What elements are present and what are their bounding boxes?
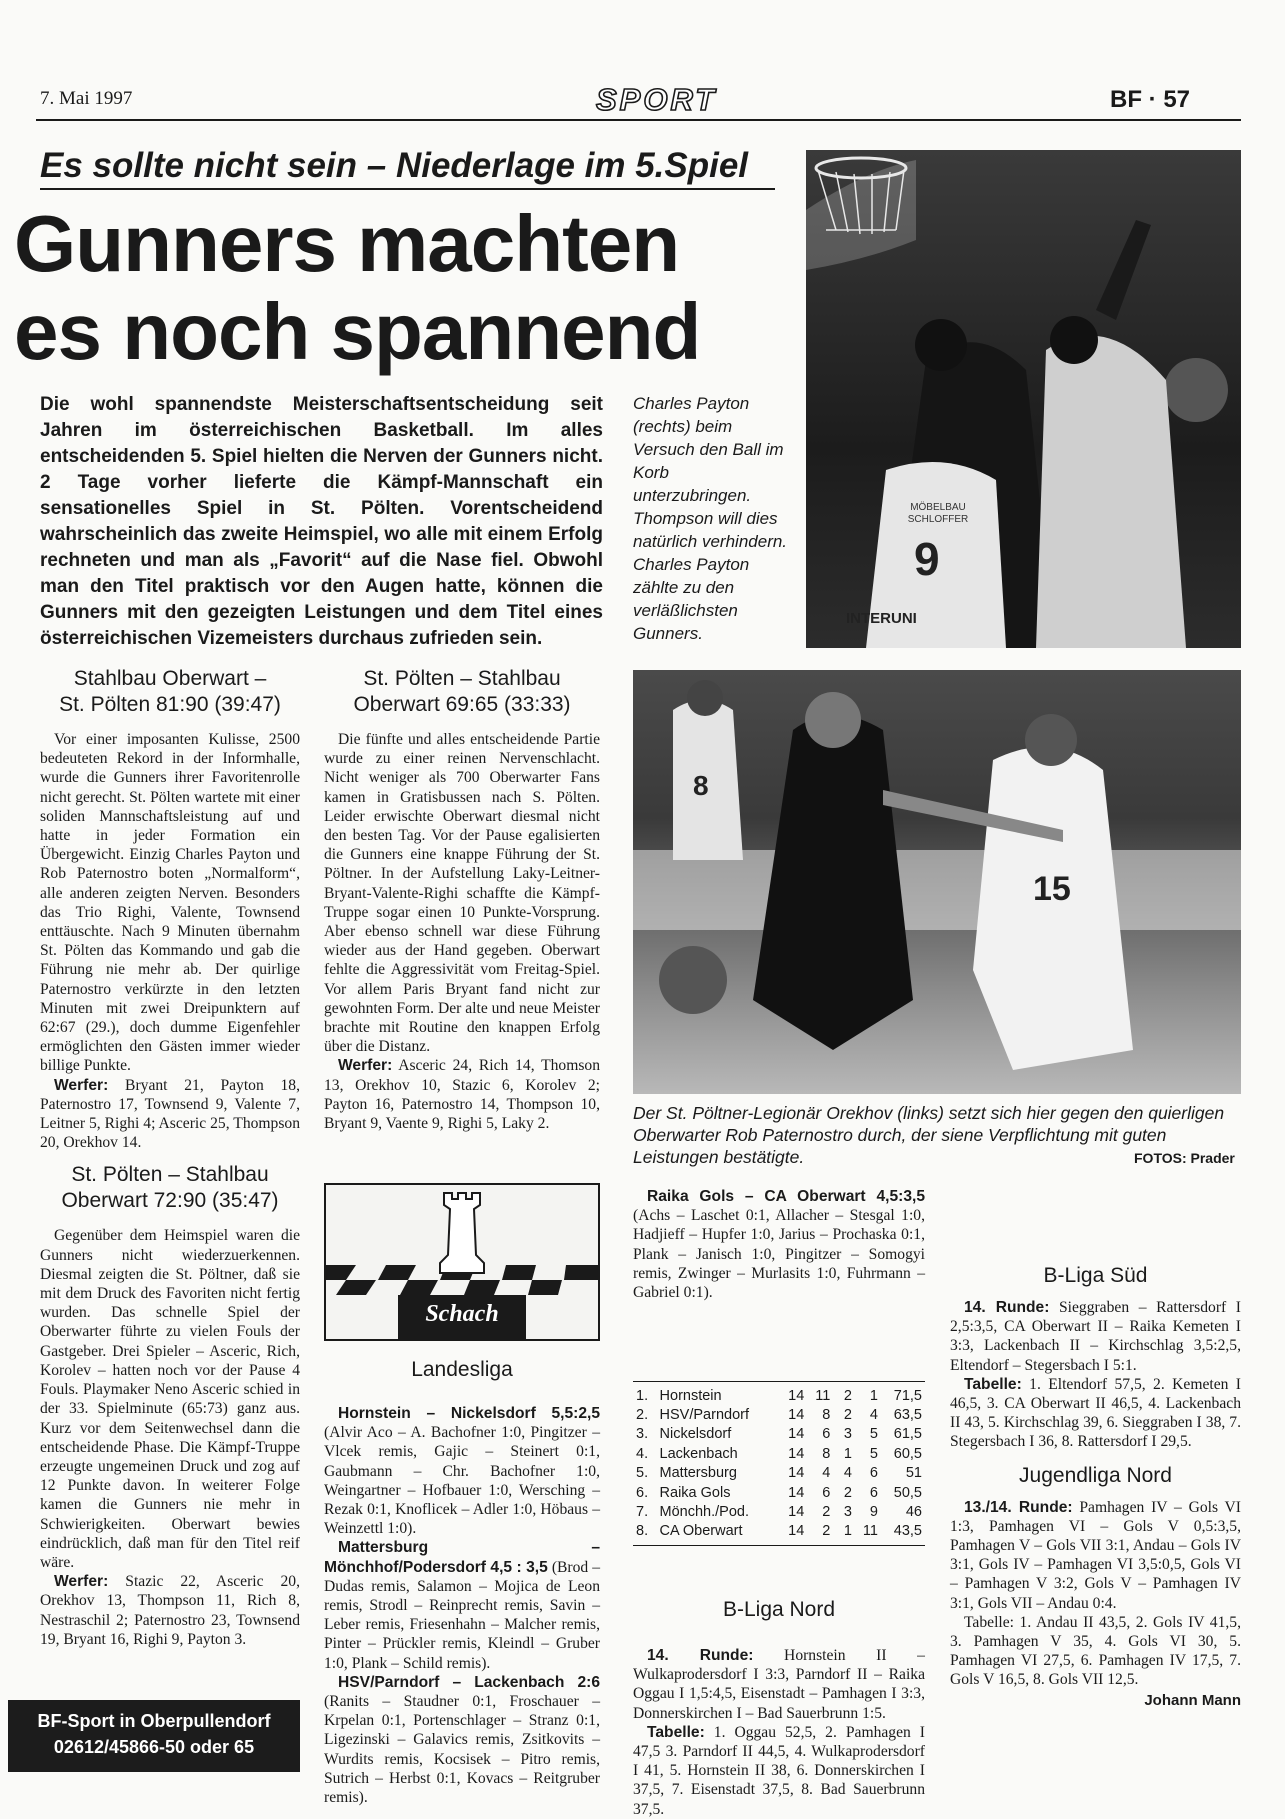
- header-rule: [36, 119, 1241, 121]
- standings-rows: [633, 1386, 925, 1541]
- game3-title-line1: St. Pölten – Stahlbau: [71, 1163, 269, 1187]
- bsued-heading: B-Liga Süd: [1043, 1264, 1148, 1287]
- chess-m3: (Ranits – Staudner 0:1, Froschauer – Krpelan 0:1, Portenschlager – Stranz 0:1, Ligezinski – Galavics remis, Zsitkovits – Wurdits remis, Kocsisek – Pitro remis, Sutrich – Herbst 0:1, Kovacs – Reitgruber remis).: [324, 1693, 600, 1807]
- standings-cell: 6: [822, 1426, 831, 1443]
- photo-credit: FOTOS: Prader: [1134, 1150, 1235, 1166]
- standings-cell: 11: [862, 1523, 878, 1540]
- landesliga-heading: Landesliga: [411, 1358, 513, 1381]
- bsued-table: 1. Eltendorf 57,5, 2. Kemeten I 46,5, 3. CA Oberwart II 46,5, 4. Lackenbach II 43, 5. Kirchschlag 39, 6. Sieggraben I 38, 7. Stegersbach I 36, 8. Rattersdorf I 29,5.: [950, 1375, 1241, 1451]
- standings-cell: 6: [869, 1465, 878, 1482]
- standings-cell: 71,5: [893, 1387, 922, 1404]
- standings-cell: 14: [788, 1426, 805, 1443]
- standings-table: [633, 1381, 925, 1546]
- chess-column-2: [324, 1404, 600, 1807]
- standings-row: [633, 1464, 925, 1483]
- photo-orekhov: [633, 670, 1241, 1094]
- game2-werfer-label: Werfer:: [338, 1057, 393, 1075]
- standings-cell: Nickelsdorf: [659, 1426, 732, 1443]
- photo-payton-caption: Charles Payton (rechts) beim Versuch den Ball im Korb unterzubringen. Thompson will dies natürlich verhindern. Charles Payton zählte zu den verläßlichsten Gunners.: [633, 394, 788, 643]
- jugend-heading: Jugendliga Nord: [1019, 1463, 1172, 1487]
- headline-line-1: Gunners machten: [14, 199, 680, 288]
- photo-orekhov-caption: Der St. Pöltner-Legionär Orekhov (links) setzt sich hier gegen den quierligen Oberwarter Rob Paternostro durch, der siene Verpflichtung mit guten Leistungen bestätigte.: [633, 1103, 1225, 1167]
- standings-cell: 51: [905, 1465, 922, 1482]
- game1-werfer-label: Werfer:: [54, 1076, 109, 1094]
- standings-cell: 8: [822, 1445, 831, 1462]
- standings-row: [633, 1386, 925, 1405]
- standings-row: [633, 1405, 925, 1424]
- section-title: SPORT: [596, 82, 718, 117]
- kicker-rule: [40, 188, 775, 190]
- page-number: BF · 57: [1110, 86, 1191, 113]
- standings-cell: HSV/Parndorf: [659, 1407, 749, 1424]
- standings-cell: Raika Gols: [659, 1484, 731, 1501]
- game1-werfer: Bryant 21, Payton 18, Paternostro 17, Townsend 9, Valente 7, Leitner 5, Righi 4; Asceric 25, Thompson 20, Orekhov 14.: [40, 1076, 300, 1152]
- lead-paragraph: Die wohl spannendste Meisterschaftsentscheidung seit Jahren im österreichischen Basketball. Im alles entscheidenden 5. Spiel hielten die Nerven der Gunners nicht. 2 Tage vorher lieferte die Kämpf-Mannschaft ein sensationelles Spiel in St. Pölten. Vorentscheidend wahrscheinlich das zweite Heimspiel, wo alle mit einem Erfolg rechneten und man als „Favorit“ auf die Nase fiel. Obwohl man den Titel praktisch vor den Augen hatte, können die Gunners mit den gezeigten Leistungen und dem Titel eines österreichischen Vizemeisters durchaus zufrieden sein.: [40, 394, 603, 649]
- standings-cell: 7.: [636, 1504, 649, 1521]
- bnord-heading: B-Liga Nord: [722, 1598, 836, 1621]
- standings-cell: 6: [822, 1484, 831, 1501]
- standings-cell: 4: [843, 1465, 852, 1482]
- standings-cell: 61,5: [893, 1426, 922, 1443]
- standings-cell: Hornstein: [659, 1387, 722, 1404]
- bnord-table-label: Tabelle:: [647, 1723, 705, 1741]
- game3-title-line2: Oberwart 72:90 (35:47): [61, 1189, 279, 1213]
- jugend-body: [950, 1498, 1241, 1690]
- standings-row: [633, 1425, 925, 1444]
- standings-cell: 46: [905, 1504, 922, 1521]
- standings-cell: 2: [822, 1523, 831, 1540]
- standings-row: [633, 1522, 925, 1541]
- chess-m4-title: Raika Gols – CA Oberwart 4,5:3,5: [647, 1188, 925, 1205]
- game2-text: Die fünfte und alles entscheidende Partie wurde zu einer reinen Nervenschlacht. Nicht weniger als 700 Oberwarter Fans kamen in Gratisbussen nach S. Pölten. Leider erwischte Oberwart diesmal nicht den besten Tag. Vor der Pause egalisierten die Gunners eine knappe Führung der St. Pöltner. In der Aufstellung Laky-Leitner-Bryant-Valente-Righi schaffte die Kämpf-Truppe sogar einen 10 Punkte-Vorsprung. Aber ebenso schnell war diese Führung wieder aus der Hand gegeben. Oberwart fehlte die Aggressivität vom Freitag-Spiel. Vor allem Paris Bryant fand nicht zur gewohnten Form. Der alte und neue Meister brachte mit Routine den knappen Erfolg über die Distanz.: [324, 731, 600, 1056]
- standings-cell: 8: [822, 1407, 831, 1424]
- standings-cell: 1.: [636, 1387, 649, 1404]
- standings-cell: 2: [822, 1504, 831, 1521]
- bsued-round-label: 14. Runde:: [964, 1299, 1050, 1316]
- chess-m1-title: Hornstein – Nickelsdorf 5,5:2,5: [338, 1405, 600, 1422]
- game3-werfer: Stazic 22, Asceric 20, Orekhov 13, Thompson 11, Rich 8, Nestraschil 2; Paternostro 23, Townsend 19, Bryant 16, Righi 9, Payton 3.: [40, 1573, 300, 1648]
- standings-cell: 6: [869, 1484, 878, 1501]
- standings-cell: 4: [822, 1465, 831, 1482]
- standings-cell: 4: [869, 1407, 878, 1424]
- standings-cell: 9: [869, 1504, 878, 1521]
- kicker: Es sollte nicht sein – Niederlage im 5.Spiel: [40, 146, 749, 185]
- standings-cell: 14: [788, 1407, 805, 1424]
- standings-cell: 43,5: [893, 1523, 922, 1540]
- photo-payton: [806, 150, 1241, 648]
- standings-cell: 2: [843, 1407, 852, 1424]
- photo-payton-illustration: [806, 150, 1241, 648]
- jersey-number-1: 9: [914, 533, 940, 585]
- standings-row: [633, 1502, 925, 1521]
- bnord-table: 1. Oggau 52,5, 2. Pamhagen I 47,5 3. Parndorf II 44,5, 4. Wulkaprodersdorf I 41, 5. Hornstein II 38, 6. Donnerskirchen I 37,5, 7. Eisenstadt 37,5, 8. Bad Sauerbrunn 37,5.: [633, 1723, 925, 1818]
- schach-logo: [324, 1183, 600, 1341]
- game2-title-line1: St. Pölten – Stahlbau: [363, 667, 561, 690]
- bsued-body: [950, 1298, 1241, 1452]
- jersey-number-left: 15: [1033, 870, 1071, 908]
- standings-cell: 14: [788, 1465, 805, 1482]
- game3-werfer-label: Werfer:: [54, 1573, 109, 1591]
- standings-cell: 14: [788, 1445, 805, 1462]
- jersey-sponsor-1: MÖBELBAU SCHLOFFER: [907, 502, 969, 525]
- standings-cell: 2: [843, 1484, 852, 1501]
- page-num: 57: [1163, 86, 1191, 113]
- standings-cell: 3: [843, 1426, 852, 1443]
- standings-cell: 5.: [636, 1465, 649, 1482]
- standings-cell: 14: [788, 1387, 805, 1404]
- standings-cell: 1: [843, 1445, 852, 1462]
- column-2: [324, 666, 600, 1133]
- game3-body: [40, 1226, 300, 1648]
- standings-cell: Lackenbach: [659, 1445, 738, 1462]
- contact-line1: BF-Sport in Oberpullendorf: [37, 1711, 271, 1731]
- game3-text: Gegenüber dem Heimspiel waren die Gunners nicht wiederzuerkennen. Diesmal zeigten die St. Pöltner, daß sie mit dem Druck des Favoriten nicht fertig wurden. Das schnelle Spiel der Oberwarter führte zu vielen Fouls der Gastgeber. Drei Spieler – Asceric, Rich, Korolev – hatten noch vor der Pause 4 Fouls. Playmaker Neno Asceric schied in der 33. Spielminute (65:73) ganz aus. Kurz vor dem Seitenwechsel dann die entscheidende Phase. Die Kämpf-Truppe erzeugte ungemeinen Druck und zog auf 12 Punkte davon. In weiterer Folge kamen die Gunners nie mehr in Schwierigkeiten. Oberwart bewies eindrücklich, daß man für den Titel reif wäre.: [40, 1227, 300, 1571]
- standings-cell: 2.: [636, 1407, 649, 1424]
- standings-cell: 5: [869, 1426, 878, 1443]
- standings-row: [633, 1444, 925, 1463]
- column-4: [950, 1264, 1241, 1709]
- game1-text: Vor einer imposanten Kulisse, 2500 bedeuteten Rekord in der Informhalle, wurde die Gunners ihrer Favoritenrolle nicht gerecht. St. Pölten wartete mit einer soliden Mannschaftsleistung auf und hatte in jeder Formation ein Übergewicht. Einzig Charles Payton und Rob Paternostro boten „Normalform“, alle anderen zeigten Nerven. Besonders das Trio Righi, Valente, Townsend enttäuschte. Nach 9 Minuten übernahm St. Pölten das Kommando und gab die Führung nie mehr ab. Der quirlige Paternostro verkürzte in den letzten Minuten mit zwei Dreipunktern auf 62:67 (29.), doch dumme Eigenfehler ermöglichten den Gästen immer wieder billige Punkte.: [40, 731, 300, 1075]
- chess-m4: (Achs – Laschet 0:1, Allacher – Stesgal 1:0, Hadjieff – Hupfer 1:0, Jarius – Prochaska 0:1, Plank – Janisch 1:0, Pingitzer – Somogyi remis, Zwinger – Murlasits 1:0, Fuhrmann – Gabriel 0:1).: [633, 1207, 925, 1302]
- issue-date: 7. Mai 1997: [40, 88, 133, 109]
- jugend-table: Tabelle: 1. Andau II 43,5, 2. Gols IV 41,5, 3. Pamhagen V 35, 4. Gols VI 30, 5. Pamhagen VI 27,5, 6. Pamhagen IV 17,5, 7. Gols V 16,5, 8. Gols VII 12,5.: [950, 1613, 1241, 1689]
- chess-m2-title: Mattersburg – Mönchhof/Podersdorf 4,5 : 3,5: [324, 1539, 600, 1576]
- standings-cell: 6.: [636, 1484, 649, 1501]
- chess-m3-title: HSV/Parndorf – Lackenbach 2:6: [338, 1673, 600, 1691]
- standings-cell: 4.: [636, 1445, 649, 1462]
- game2-werfer: Asceric 24, Rich 14, Thomson 13, Orekhov 10, Stazic 6, Korolev 2; Payton 16, Paternostro 14, Thompson 10, Bryant 9, Vaente 9, Righi 5, Laky 2.: [324, 1057, 600, 1133]
- bnord-round-label: 14. Runde:: [647, 1647, 754, 1664]
- game1-title-line1: Stahlbau Oberwart –: [73, 667, 267, 690]
- bnord-round: Hornstein II – Wulkaprodersdorf I 3:3, Parndorf II – Raika Oggau I 1,5:4,5, Eisenstadt – Pamhagen I 3:3, Donnerskirchen I – Bad Sauerbrunn 1:5.: [633, 1647, 925, 1722]
- standings-cell: 3: [843, 1504, 852, 1521]
- standings-cell: 1: [843, 1523, 852, 1540]
- contact-box: [8, 1700, 300, 1772]
- chess-m1: (Alvir Aco – A. Bachofner 1:0, Pingitzer – Vlcek remis, Gajic – Steinert 0:1, Gaubmann – Chr. Bachofner 1:0, Weingartner – Hofbauer 1:0, Wersching – Rezak 0:1, Knoflicek – Adler 1:0, Höbaus – Weinzettl 1:0).: [324, 1424, 600, 1538]
- headline-line-2: es noch spannend: [14, 287, 701, 376]
- standings-cell: 3.: [636, 1426, 649, 1443]
- banner-text-1: INTERUNI: [846, 610, 917, 627]
- standings-cell: 8.: [636, 1523, 649, 1540]
- game1-body: [40, 730, 300, 1152]
- standings-cell: CA Oberwart: [659, 1523, 743, 1540]
- chess-m2: (Brod – Dudas remis, Salamon – Mojica de Leon remis, Strodl – Reinprecht remis, Savin – Leber remis, Friesenhahn – Malcher remis, Pinter – Prückler remis, Kleindl – Gruber 1:0, Plank – Schild remis).: [324, 1558, 600, 1672]
- paper-name: BF: [1110, 86, 1142, 113]
- contact-phone: 02612/45866-50 oder 65: [53, 1737, 255, 1757]
- jersey-number-bg-player: 8: [693, 770, 709, 801]
- standings-cell: Mönchh./Pod.: [659, 1504, 750, 1521]
- standings-cell: 63,5: [893, 1407, 922, 1424]
- jugend-round: Pamhagen IV – Gols VI 1:3, Pamhagen VI – Gols V 0,5:3,5, Pamhagen V – Gols VII 3:1, Andau – Gols IV 3:1, Gols IV – Pamhagen VI 3,5:0,5, Gols VI – Pamhagen V 3:2, Gols V – Pamhagen IV 3:1, Gols VII – Andau 0:4.: [950, 1498, 1241, 1612]
- standings-cell: 5: [869, 1445, 878, 1462]
- standings-cell: 14: [788, 1523, 805, 1540]
- bnord-body: [633, 1646, 925, 1819]
- game2-body: [324, 730, 600, 1133]
- standings-cell: 14: [788, 1484, 805, 1501]
- author: Johann Mann: [1144, 1691, 1241, 1709]
- jugend-round-label: 13./14. Runde:: [964, 1498, 1073, 1516]
- game2-title-line2: Oberwart 69:65 (33:33): [353, 693, 571, 716]
- chess-column-3: [633, 1187, 925, 1302]
- standings-cell: 1: [869, 1387, 878, 1404]
- standings-cell: 11: [815, 1387, 831, 1404]
- standings-cell: 14: [788, 1504, 805, 1521]
- standings-row: [633, 1483, 925, 1502]
- standings-cell: 2: [843, 1387, 852, 1404]
- photo-orekhov-illustration: [633, 670, 1241, 1094]
- bsued-table-label: Tabelle:: [964, 1375, 1022, 1393]
- standings-cell: Mattersburg: [659, 1465, 737, 1482]
- bsued-round: Sieggraben – Rattersdorf I 2,5:3,5, CA Oberwart II – Raika Kemeten I 3:3, Lackenbach II – Kirchschlag 3,5:2,5, Eltendorf – Stegersbach I 5:1.: [950, 1299, 1241, 1374]
- column-1: [40, 666, 300, 1649]
- standings-cell: 60,5: [893, 1445, 922, 1462]
- game1-title-line2: St. Pölten 81:90 (39:47): [59, 693, 281, 716]
- schach-label: Schach: [425, 1301, 499, 1327]
- standings-cell: 50,5: [893, 1484, 922, 1501]
